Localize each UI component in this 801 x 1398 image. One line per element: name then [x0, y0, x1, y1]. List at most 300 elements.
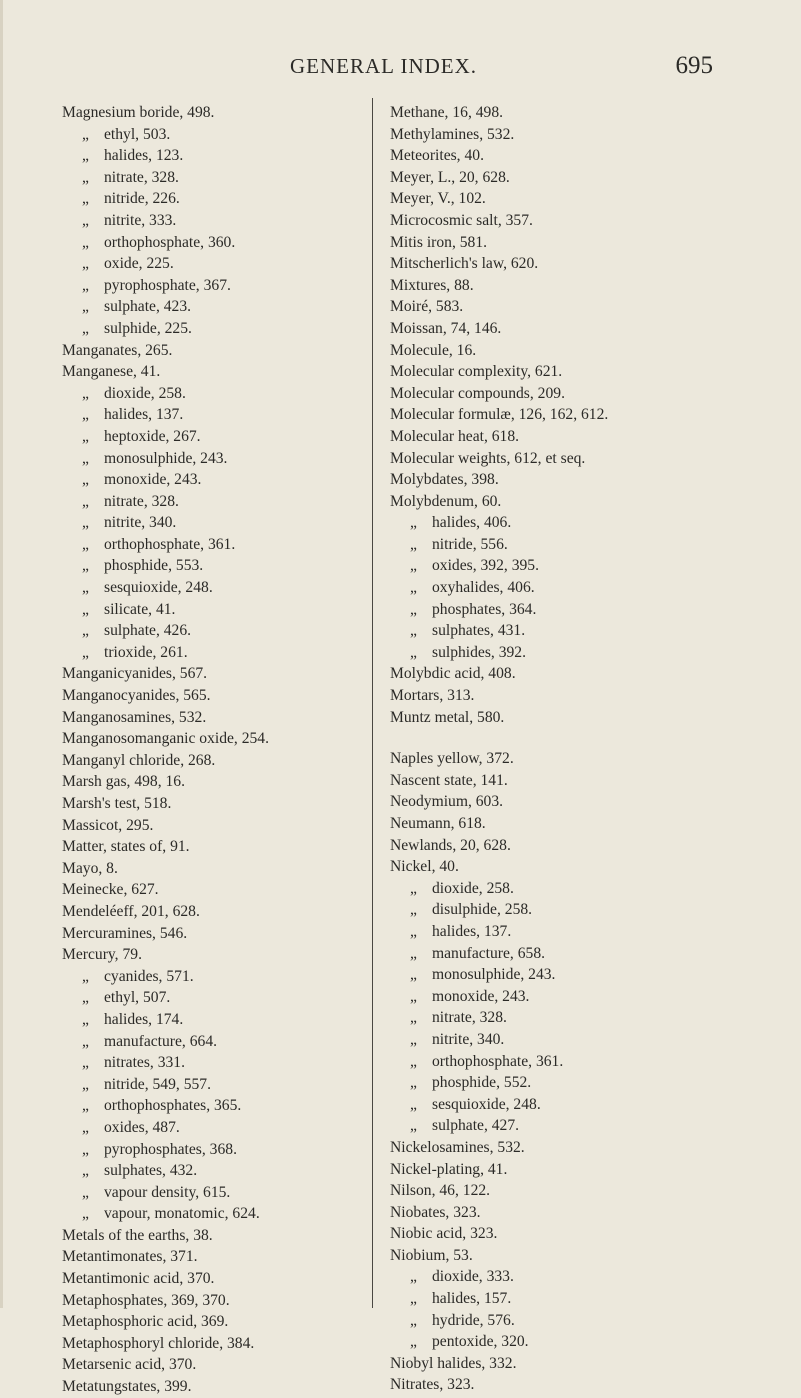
entry-text: Niobium, 53.: [390, 1246, 473, 1264]
entry-text: silicate, 41.: [104, 600, 176, 618]
ditto-mark: „: [410, 901, 417, 919]
entry-text: oxides, 392, 395.: [432, 557, 539, 575]
index-entry: [390, 232, 710, 254]
index-entry: [390, 1202, 710, 1224]
entry-text: heptoxide, 267.: [104, 427, 201, 445]
ditto-mark: „: [410, 1311, 417, 1329]
index-entry: [390, 448, 710, 470]
index-subentry: [62, 124, 372, 146]
index-subentry: [62, 1182, 372, 1204]
entry-text: Mitscherlich's law, 620.: [390, 255, 539, 273]
index-entry: [390, 1159, 710, 1181]
index-subentry: [390, 1310, 710, 1332]
index-entry: [390, 210, 710, 232]
entry-text: monoxide, 243.: [432, 987, 530, 1005]
ditto-mark: „: [410, 879, 417, 897]
index-subentry: [390, 1115, 710, 1137]
ditto-mark: „: [82, 622, 89, 640]
ditto-mark: „: [82, 406, 89, 424]
entry-text: Niobyl halides, 332.: [390, 1354, 517, 1372]
index-subentry: [62, 296, 372, 318]
ditto-mark: „: [410, 514, 417, 532]
index-subentry: [390, 1072, 710, 1094]
entry-text: Molecular complexity, 621.: [390, 363, 563, 381]
entry-text: Molybdenum, 60.: [390, 492, 502, 510]
ditto-mark: „: [410, 643, 417, 661]
index-entry: [62, 707, 372, 729]
index-subentry: [62, 577, 372, 599]
entry-text: Microcosmic salt, 357.: [390, 211, 533, 229]
index-entry: [62, 1246, 372, 1268]
entry-text: Moissan, 74, 146.: [390, 319, 502, 337]
entry-text: ethyl, 503.: [104, 125, 171, 143]
entry-text: Molybdic acid, 408.: [390, 665, 516, 683]
index-subentry: [390, 599, 710, 621]
entry-text: sulphide, 225.: [104, 319, 192, 337]
entry-text: Metarsenic acid, 370.: [62, 1356, 197, 1374]
entry-text: Molecular weights, 612, et seq.: [390, 449, 586, 467]
index-entry: [62, 1354, 372, 1376]
index-entry: [62, 901, 372, 923]
entry-text: phosphide, 552.: [432, 1074, 532, 1092]
index-subentry: [390, 899, 710, 921]
entry-text: Manganicyanides, 567.: [62, 665, 208, 683]
entry-text: vapour, monatomic, 624.: [104, 1205, 260, 1223]
entry-text: orthophosphate, 361.: [432, 1052, 564, 1070]
index-subentry: [390, 1051, 710, 1073]
entry-text: halides, 174.: [104, 1010, 184, 1028]
index-entry: [390, 426, 710, 448]
entry-text: Meteorites, 40.: [390, 147, 484, 165]
index-subentry: [62, 145, 372, 167]
entry-text: nitrite, 333.: [104, 211, 177, 229]
index-subentry: [62, 469, 372, 491]
entry-text: phosphates, 364.: [432, 600, 537, 618]
index-subentry: [390, 1266, 710, 1288]
index-subentry: [62, 1074, 372, 1096]
entry-text: Molecular formulæ, 126, 162, 612.: [390, 406, 609, 424]
index-entry: [62, 923, 372, 945]
index-entry: [390, 404, 710, 426]
ditto-mark: „: [410, 1009, 417, 1027]
entry-text: Nitrates, 323.: [390, 1376, 475, 1394]
ditto-mark: „: [410, 944, 417, 962]
ditto-mark: „: [410, 1074, 417, 1092]
entry-text: Methylamines, 532.: [390, 125, 515, 143]
entry-text: Marsh gas, 498, 16.: [62, 773, 186, 791]
index-entry: [390, 383, 710, 405]
ditto-mark: „: [82, 600, 89, 618]
page-edge: [0, 0, 3, 1308]
index-entry: [390, 1374, 710, 1396]
entry-text: orthophosphates, 365.: [104, 1097, 242, 1115]
index-subentry: [390, 534, 710, 556]
index-entry: [62, 771, 372, 793]
entry-text: halides, 137.: [432, 922, 512, 940]
entry-text: nitride, 226.: [104, 190, 180, 208]
index-subentry: [390, 943, 710, 965]
page-number: 695: [675, 52, 713, 79]
index-entry: [390, 167, 710, 189]
entry-text: Mayo, 8.: [62, 859, 118, 877]
index-entry: [390, 1223, 710, 1245]
ditto-mark: „: [82, 1205, 89, 1223]
ditto-mark: „: [82, 557, 89, 575]
index-subentry: [62, 232, 372, 254]
entry-text: Meinecke, 627.: [62, 881, 159, 899]
ditto-mark: „: [82, 168, 89, 186]
index-column-right: [390, 102, 710, 1396]
ditto-mark: „: [82, 449, 89, 467]
index-entry: [62, 1268, 372, 1290]
index-subentry: [390, 1007, 710, 1029]
index-subentry: [62, 318, 372, 340]
index-subentry: [62, 210, 372, 232]
index-entry: [62, 879, 372, 901]
entry-text: Nascent state, 141.: [390, 771, 508, 789]
entry-text: oxyhalides, 406.: [432, 579, 535, 597]
index-subentry: [390, 878, 710, 900]
index-entry: [390, 102, 710, 124]
index-entry: [390, 835, 710, 857]
entry-text: dioxide, 258.: [432, 879, 514, 897]
index-subentry: [62, 1160, 372, 1182]
index-subentry: [62, 167, 372, 189]
entry-text: nitride, 549, 557.: [104, 1075, 211, 1093]
entry-text: sulphate, 423.: [104, 298, 192, 316]
entry-text: Mitis iron, 581.: [390, 233, 488, 251]
ditto-mark: „: [82, 384, 89, 402]
entry-text: sulphates, 432.: [104, 1162, 198, 1180]
ditto-mark: „: [410, 600, 417, 618]
index-entry: [390, 707, 710, 729]
index-subentry: [62, 275, 372, 297]
entry-text: Mercuramines, 546.: [62, 924, 188, 942]
entry-text: monoxide, 243.: [104, 471, 202, 489]
index-entry: [390, 469, 710, 491]
index-entry: [62, 815, 372, 837]
ditto-mark: „: [82, 233, 89, 251]
index-subentry: [62, 966, 372, 988]
ditto-mark: „: [82, 579, 89, 597]
ditto-mark: „: [410, 1052, 417, 1070]
index-entry: [390, 1353, 710, 1375]
entry-text: Neumann, 618.: [390, 815, 486, 832]
ditto-mark: „: [82, 1183, 89, 1201]
ditto-mark: „: [82, 125, 89, 143]
entry-text: Metaphosphoric acid, 369.: [62, 1313, 229, 1331]
index-subentry: [62, 188, 372, 210]
index-subentry: [390, 577, 710, 599]
index-subentry: [62, 642, 372, 664]
entry-text: sulphides, 392.: [432, 643, 526, 661]
ditto-mark: „: [82, 211, 89, 229]
entry-text: manufacture, 658.: [432, 944, 546, 962]
entry-text: phosphide, 553.: [104, 557, 204, 575]
entry-text: cyanides, 571.: [104, 967, 194, 985]
entry-text: Metantimonic acid, 370.: [62, 1270, 215, 1288]
index-subentry: [62, 1095, 372, 1117]
index-subentry: [62, 1203, 372, 1225]
ditto-mark: „: [82, 1162, 89, 1180]
entry-text: sesquioxide, 248.: [432, 1095, 541, 1113]
index-entry: [62, 858, 372, 880]
ditto-mark: „: [82, 1097, 89, 1115]
ditto-mark: „: [82, 427, 89, 445]
index-entry: [62, 750, 372, 772]
entry-text: orthophosphate, 361.: [104, 535, 236, 553]
entry-text: Manganosamines, 532.: [62, 708, 207, 726]
index-entry: [62, 1333, 372, 1355]
index-entry: [390, 253, 710, 275]
ditto-mark: „: [82, 514, 89, 532]
ditto-mark: „: [82, 190, 89, 208]
entry-text: Moiré, 583.: [390, 298, 464, 316]
entry-text: Nickel, 40.: [390, 858, 459, 876]
entry-text: Marsh's test, 518.: [62, 795, 172, 812]
index-entry: [62, 1376, 372, 1398]
index-subentry: [390, 1331, 710, 1353]
index-subentry: [62, 620, 372, 642]
entry-text: Meyer, L., 20, 628.: [390, 168, 510, 186]
entry-text: nitrate, 328.: [432, 1009, 507, 1027]
ditto-mark: „: [410, 1030, 417, 1048]
entry-text: sulphates, 431.: [432, 622, 526, 640]
index-entry: [390, 188, 710, 210]
entry-text: Metaphosphoryl chloride, 384.: [62, 1334, 255, 1352]
index-entry: [390, 856, 710, 878]
index-entry: [62, 1290, 372, 1312]
ditto-mark: „: [410, 987, 417, 1005]
ditto-mark: „: [82, 1140, 89, 1158]
ditto-mark: „: [82, 298, 89, 316]
index-subentry: [62, 1139, 372, 1161]
ditto-mark: „: [410, 966, 417, 984]
index-entry: [62, 1225, 372, 1247]
entry-text: Manganocyanides, 565.: [62, 687, 211, 705]
entry-text: Methane, 16, 498.: [390, 104, 504, 121]
ditto-mark: „: [410, 557, 417, 575]
index-entry: [390, 770, 710, 792]
index-entry: [390, 663, 710, 685]
entry-text: Nilson, 46, 122.: [390, 1182, 491, 1200]
ditto-mark: „: [410, 1095, 417, 1113]
entry-text: Molybdates, 398.: [390, 471, 499, 489]
index-subentry: [62, 1031, 372, 1053]
running-title: GENERAL INDEX.: [290, 54, 478, 78]
index-subentry: [62, 1009, 372, 1031]
entry-text: Mortars, 313.: [390, 687, 475, 705]
entry-text: Nickel-plating, 41.: [390, 1160, 508, 1178]
index-entry: [390, 340, 710, 362]
entry-text: halides, 123.: [104, 147, 184, 165]
index-subentry: [390, 512, 710, 534]
index-entry: [390, 685, 710, 707]
ditto-mark: „: [82, 1032, 89, 1050]
entry-text: oxides, 487.: [104, 1118, 180, 1136]
ditto-mark: „: [82, 967, 89, 985]
entry-text: Metantimonates, 371.: [62, 1248, 198, 1266]
entry-text: nitrates, 331.: [104, 1054, 185, 1072]
ditto-mark: „: [410, 1268, 417, 1286]
entry-text: vapour density, 615.: [104, 1183, 231, 1201]
index-entry: [390, 275, 710, 297]
index-subentry: [62, 555, 372, 577]
entry-text: nitrate, 328.: [104, 492, 179, 510]
entry-text: monosulphide, 243.: [104, 449, 228, 467]
entry-text: Manganates, 265.: [62, 341, 173, 359]
index-entry: [390, 318, 710, 340]
index-subentry: [62, 534, 372, 556]
entry-text: Neodymium, 603.: [390, 793, 504, 811]
ditto-mark: „: [82, 147, 89, 165]
entry-text: Molecule, 16.: [390, 341, 477, 359]
entry-text: nitrite, 340.: [432, 1030, 505, 1048]
index-entry: [62, 361, 372, 383]
entry-text: disulphide, 258.: [432, 901, 533, 919]
entry-text: Nickelosamines, 532.: [390, 1138, 525, 1156]
entry-text: Meyer, V., 102.: [390, 190, 486, 208]
entry-text: sesquioxide, 248.: [104, 579, 213, 597]
entry-text: Metals of the earths, 38.: [62, 1226, 213, 1244]
ditto-mark: „: [82, 1075, 89, 1093]
index-subentry: [390, 555, 710, 577]
index-entry: [390, 748, 710, 770]
index-entry: [390, 1180, 710, 1202]
entry-text: pyrophosphates, 368.: [104, 1140, 237, 1158]
entry-text: sulphate, 427.: [432, 1117, 520, 1135]
index-subentry: [390, 964, 710, 986]
ditto-mark: „: [82, 989, 89, 1007]
entry-text: sulphate, 426.: [104, 622, 192, 640]
entry-text: Matter, states of, 91.: [62, 838, 190, 856]
entry-text: orthophosphate, 360.: [104, 233, 236, 251]
index-entry: [390, 1137, 710, 1159]
entry-text: dioxide, 258.: [104, 384, 186, 402]
ditto-mark: „: [410, 535, 417, 553]
entry-text: Molecular compounds, 209.: [390, 384, 565, 402]
entry-text: hydride, 576.: [432, 1311, 515, 1329]
entry-text: nitrite, 340.: [104, 514, 177, 532]
index-entry: [62, 728, 372, 750]
entry-text: pentoxide, 320.: [432, 1333, 529, 1351]
ditto-mark: „: [82, 1010, 89, 1028]
index-entry: [62, 836, 372, 858]
entry-text: Mendeléeff, 201, 628.: [62, 902, 200, 920]
index-entry: [390, 813, 710, 835]
index-subentry: [390, 986, 710, 1008]
index-subentry: [390, 1094, 710, 1116]
index-subentry: [62, 599, 372, 621]
column-divider: [372, 98, 373, 1308]
entry-text: Magnesium boride, 498.: [62, 104, 215, 121]
entry-text: Metaphosphates, 369, 370.: [62, 1291, 230, 1309]
index-subentry: [62, 1117, 372, 1139]
index-subentry: [62, 383, 372, 405]
entry-text: halides, 157.: [432, 1290, 512, 1308]
entry-text: Mercury, 79.: [62, 946, 142, 964]
entry-text: trioxide, 261.: [104, 643, 188, 661]
ditto-mark: „: [82, 535, 89, 553]
entry-text: nitrate, 328.: [104, 168, 179, 186]
index-entry: [62, 793, 372, 815]
section-gap: [390, 728, 710, 748]
index-entry: [62, 102, 372, 124]
index-subentry: [390, 1288, 710, 1310]
index-subentry: [62, 404, 372, 426]
entry-text: Manganese, 41.: [62, 363, 161, 381]
ditto-mark: „: [410, 922, 417, 940]
entry-text: monosulphide, 243.: [432, 966, 556, 984]
index-subentry: [62, 987, 372, 1009]
entry-text: nitride, 556.: [432, 535, 508, 553]
page-header: [0, 52, 801, 82]
ditto-mark: „: [82, 492, 89, 510]
index-subentry: [62, 253, 372, 275]
ditto-mark: „: [410, 579, 417, 597]
index-entry: [390, 491, 710, 513]
entry-text: manufacture, 664.: [104, 1032, 218, 1050]
index-entry: [390, 145, 710, 167]
entry-text: Niobic acid, 323.: [390, 1225, 498, 1243]
index-entry: [390, 124, 710, 146]
index-subentry: [62, 448, 372, 470]
index-subentry: [62, 1052, 372, 1074]
ditto-mark: „: [410, 1290, 417, 1308]
entry-text: oxide, 225.: [104, 255, 174, 273]
entry-text: Niobates, 323.: [390, 1203, 481, 1221]
ditto-mark: „: [82, 319, 89, 337]
entry-text: halides, 406.: [432, 514, 512, 532]
index-entry: [390, 791, 710, 813]
index-subentry: [390, 620, 710, 642]
ditto-mark: „: [410, 1117, 417, 1135]
entry-text: Metatungstates, 399.: [62, 1378, 192, 1396]
entry-text: Massicot, 295.: [62, 816, 154, 834]
index-subentry: [390, 642, 710, 664]
index-entry: [390, 296, 710, 318]
ditto-mark: „: [82, 643, 89, 661]
entry-text: Muntz metal, 580.: [390, 708, 505, 726]
entry-text: Molecular heat, 618.: [390, 427, 520, 445]
index-entry: [62, 685, 372, 707]
entry-text: Naples yellow, 372.: [390, 750, 514, 768]
index-column-left: [62, 102, 372, 1398]
index-subentry: [390, 921, 710, 943]
index-entry: [62, 944, 372, 966]
index-subentry: [62, 426, 372, 448]
entry-text: Manganyl chloride, 268.: [62, 751, 216, 769]
index-entry: [390, 361, 710, 383]
entry-text: pyrophosphate, 367.: [104, 276, 231, 294]
entry-text: Mixtures, 88.: [390, 276, 474, 294]
entry-text: Newlands, 20, 628.: [390, 836, 511, 854]
index-subentry: [62, 512, 372, 534]
ditto-mark: „: [410, 622, 417, 640]
ditto-mark: „: [82, 1054, 89, 1072]
ditto-mark: „: [82, 276, 89, 294]
index-entry: [62, 1311, 372, 1333]
entry-text: halides, 137.: [104, 406, 184, 424]
ditto-mark: „: [410, 1333, 417, 1351]
entry-text: ethyl, 507.: [104, 989, 171, 1007]
index-entry: [62, 663, 372, 685]
index-subentry: [390, 1029, 710, 1051]
index-entry: [62, 340, 372, 362]
entry-text: Manganosomanganic oxide, 254.: [62, 730, 270, 748]
ditto-mark: „: [82, 255, 89, 273]
index-subentry: [62, 491, 372, 513]
